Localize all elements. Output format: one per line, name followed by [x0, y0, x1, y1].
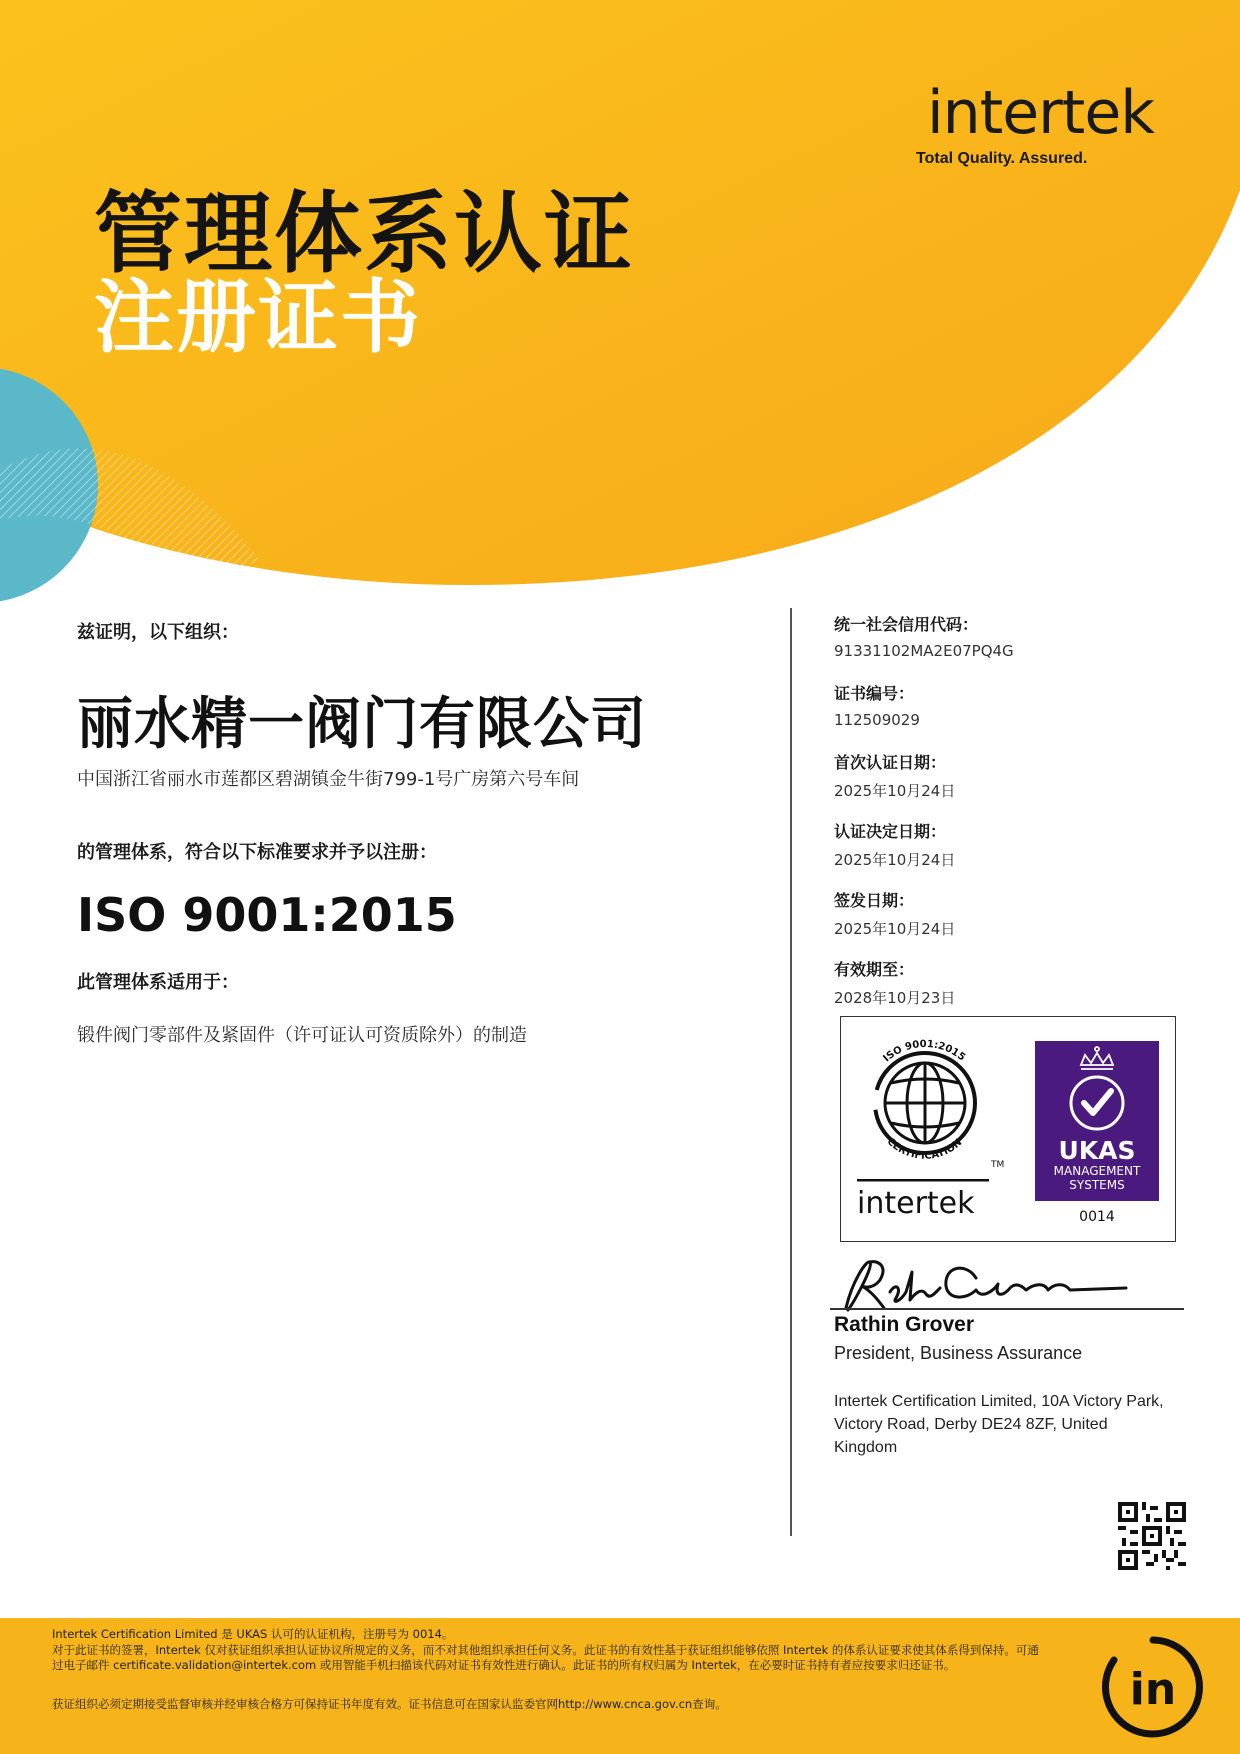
issue-date-label: 签发日期：: [834, 891, 915, 910]
badge-letters: in: [1129, 1664, 1177, 1715]
scope-text: 锻件阀门零部件及紧固件（许可证认可资质除外）的制造: [77, 1025, 527, 1046]
footer-surveillance-note: 获证组织必须定期接受监督审核并经审核合格方可保持证书年度有效。证书信息可在国家认监委官网http://www.cnca.gov.cn查询。: [52, 1697, 727, 1711]
certificate-title: 管理体系认证: [94, 182, 635, 285]
credit-code-label: 统一社会信用代码：: [834, 615, 979, 634]
credit-code-value: 91331102MA2E07PQ4G: [834, 642, 1014, 660]
column-divider: [790, 608, 792, 1536]
organization-address: 中国浙江省丽水市莲都区碧湖镇金牛街799-1号广房第六号车间: [77, 769, 580, 790]
certification-marks: [841, 1017, 1174, 1240]
ukas-number: 0014: [1079, 1209, 1115, 1225]
ukas-line2: SYSTEMS: [1069, 1178, 1125, 1192]
scope-label: 此管理体系适用于：: [77, 972, 239, 993]
certificate-number-value: 112509029: [834, 711, 920, 729]
footer-legal-text: 对于此证书的签署，Intertek 仅对获证组织承担认证协议所规定的义务，而不对其他组织承担任何义务。此证书的有效性基于获证组织能够依照 Intertek 的体系认证要求使其体系得到保持。可通过电子邮件 certificate.validation@intertek.com 或用智能手机扫描该代码对证书有效性进行确认。此证书的所有权归属为 Intertek，在必要时证书持有者应按要求归还证书。: [52, 1643, 1039, 1672]
issuer-address: Intertek Certification Limited, 10A Victory Park, Victory Road, Derby DE24 8ZF, United Kingdom: [834, 1393, 1164, 1456]
footer-accreditation-note: Intertek Certification Limited 是 UKAS 认可的认证机构，注册号为 0014。: [52, 1627, 454, 1641]
certificate-number-label: 证书编号：: [834, 684, 915, 703]
certification-ring-text: CERTIFICATION: [884, 1136, 965, 1162]
certificate-subtitle: 注册证书: [94, 271, 422, 364]
standard-name: ISO 9001:2015: [77, 888, 457, 942]
trademark-mark: TM: [991, 1160, 1005, 1170]
signature-image: [826, 1252, 1146, 1316]
brand-tagline: Total Quality. Assured.: [916, 150, 1088, 167]
qr-code[interactable]: [1118, 1502, 1186, 1570]
accreditation-logos: [840, 1016, 1176, 1242]
ukas-line1: MANAGEMENT: [1053, 1164, 1141, 1178]
certify-label: 兹证明，以下组织：: [77, 622, 239, 643]
ukas-word: UKAS: [1058, 1136, 1136, 1165]
intertek-in-badge-icon: [1100, 1634, 1206, 1740]
system-label: 的管理体系，符合以下标准要求并予以注册：: [77, 842, 437, 863]
expiry-date-value: 2028年10月23日: [834, 989, 956, 1007]
signatory-name: Rathin Grover: [834, 1313, 975, 1336]
decision-date-value: 2025年10月24日: [834, 851, 956, 869]
intertek-logo-word: intertek: [857, 1186, 975, 1221]
organization-name: 丽水精一阀门有限公司: [77, 692, 647, 757]
signatory-title: President, Business Assurance: [834, 1343, 1083, 1363]
globe-icon: [875, 1053, 975, 1153]
iso-ring-text: ISO 9001:2015: [881, 1038, 968, 1065]
expiry-date-label: 有效期至：: [834, 960, 915, 979]
issue-date-value: 2025年10月24日: [834, 920, 956, 938]
signature-line: [830, 1308, 1184, 1310]
logo-underline: [857, 1179, 989, 1182]
first-cert-date-value: 2025年10月24日: [834, 782, 956, 800]
first-cert-date-label: 首次认证日期：: [834, 753, 947, 772]
decision-date-label: 认证决定日期：: [834, 822, 947, 841]
intertek-wordmark: intertek: [927, 78, 1154, 148]
